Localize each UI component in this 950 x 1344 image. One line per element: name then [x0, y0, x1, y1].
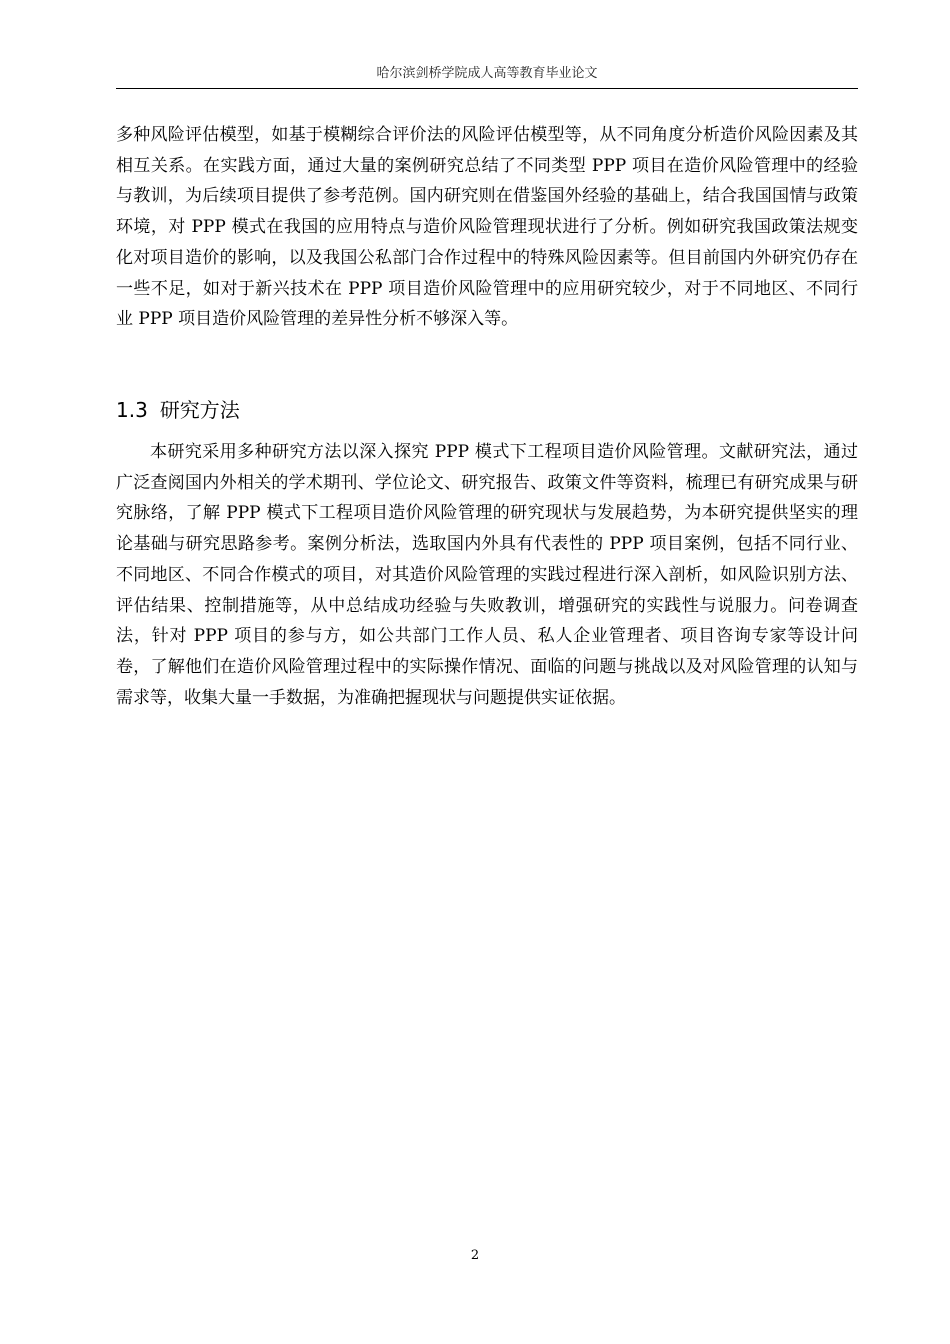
- paragraph-continued: 多种风险评估模型，如基于模糊综合评价法的风险评估模型等，从不同角度分析造价风险因素及其相互关系。在实践方面，通过大量的案例研究总结了不同类型 PPP 项目在造价风险管理中的经验与教训，为后续项目提供了参考范例。国内研究则在借鉴国外经验的基础上，结合我国国情与政策环境，对 PPP 模式在我国的应用特点与造价风险管理现状进行了分析。例如研究我国政策法规变化对项目造价的影响，以及我国公私部门合作过程中的特殊风险因素等。但目前国内外研究仍存在一些不足，如对于新兴技术在 PPP 项目造价风险管理中的应用研究较少，对于不同地区、不同行业 PPP 项目造价风险管理的差异性分析不够深入等。: [116, 125, 858, 330]
- page-header: [116, 66, 858, 89]
- section-title: 研究方法: [159, 398, 240, 422]
- page-number: 2: [470, 1248, 480, 1263]
- section-number: 1.3: [116, 398, 148, 422]
- paragraph-research-methods: 本研究采用多种研究方法以深入探究 PPP 模式下工程项目造价风险管理。文献研究法，通过广泛查阅国内外相关的学术期刊、学位论文、研究报告、政策文件等资料，梳理已有研究成果与研究脉络，了解 PPP 模式下工程项目造价风险管理的研究现状与发展趋势，为本研究提供坚实的理论基础与研究思路参考。案例分析法，选取国内外具有代表性的 PPP 项目案例，包括不同行业、不同地区、不同合作模式的项目，对其造价风险管理的实践过程进行深入剖析，如风险识别方法、评估结果、控制措施等，从中总结成功经验与失败教训，增强研究的实践性与说服力。问卷调查法，针对 PPP 项目的参与方，如公共部门工作人员、私人企业管理者、项目咨询专家等设计问卷，了解他们在造价风险管理过程中的实际操作情况、面临的问题与挑战以及对风险管理的认知与需求等，收集大量一手数据，为准确把握现状与问题提供实证依据。: [116, 442, 858, 708]
- section-heading: [116, 395, 240, 425]
- header-title: 哈尔滨剑桥学院成人高等教育毕业论文: [376, 66, 598, 81]
